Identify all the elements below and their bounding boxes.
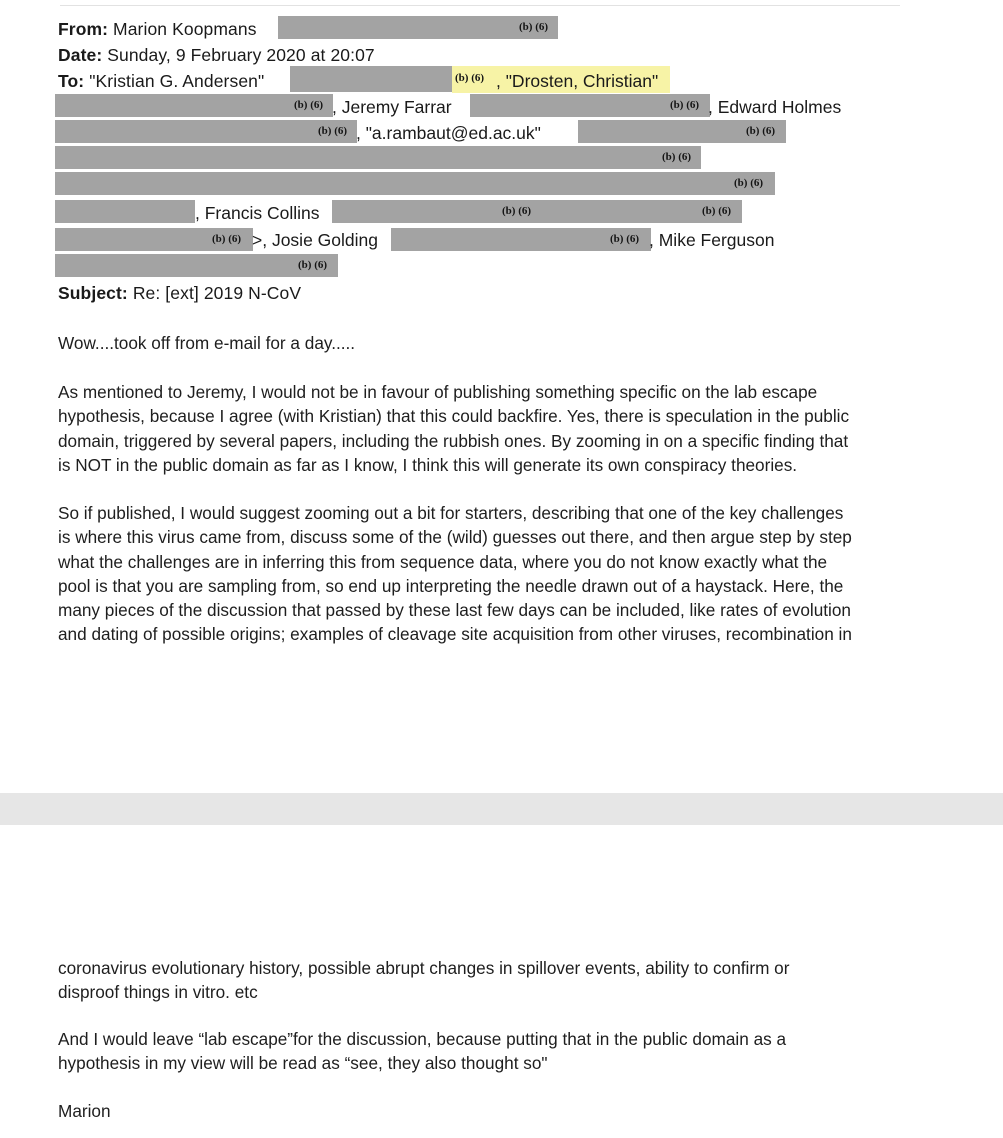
- recipient-rambaut: , "a.rambaut@ed.ac.uk": [356, 123, 541, 143]
- redaction-holmes-email: [55, 120, 357, 143]
- paragraph-line: So if published, I would suggest zooming out a bit for starters, describing that one of the key challenges: [58, 503, 844, 523]
- redaction-row: [55, 172, 775, 195]
- redaction-from: [278, 16, 558, 39]
- from-line: [58, 18, 257, 40]
- recipient-ferguson: , Mike Ferguson: [649, 230, 775, 250]
- paragraph-2-continued: [58, 956, 903, 1005]
- paragraph-line: and dating of possible origins; examples of cleavage site acquisition from other viruses, recombination in: [58, 624, 852, 645]
- recipient-holmes: , Edward Holmes: [708, 97, 842, 117]
- page-top-rule: [60, 5, 900, 6]
- date-line: [58, 44, 375, 66]
- redaction-tag: (b) (6): [662, 151, 692, 163]
- from-label: From:: [58, 19, 109, 39]
- subject-value: Re: [ext] 2019 N-CoV: [132, 283, 302, 303]
- redaction-tag: (b) (6): [455, 72, 485, 84]
- to-recipient-andersen: "Kristian G. Andersen": [89, 71, 265, 91]
- redaction-tag: (b) (6): [318, 125, 348, 137]
- subject-line: [58, 282, 301, 304]
- subject-label: Subject:: [58, 283, 128, 303]
- paragraph-line: domain, triggered by several papers, including the rubbish ones. By zooming in on a specific finding that: [58, 430, 849, 451]
- paragraph-line: hypothesis in my view will be read as “see, they also thought so": [58, 1053, 548, 1074]
- redaction-tag: (b) (6): [610, 233, 640, 245]
- to-line: [58, 70, 264, 92]
- redaction-tag: (b) (6): [519, 21, 549, 33]
- date-value: Sunday, 9 February 2020 at 20:07: [107, 45, 375, 65]
- greeting-text: Wow....took off from e-mail for a day.....: [58, 333, 356, 353]
- redaction-ferguson-email: [55, 254, 338, 277]
- redaction-tag: (b) (6): [702, 205, 732, 217]
- redaction-tag: (b) (6): [502, 205, 532, 217]
- paragraph-line: pool is that you are sampling from, so end up interpreting the needle drawn out of a haystack. Here, the: [58, 575, 844, 596]
- paragraph-3: [58, 1027, 903, 1076]
- recipient-drosten: , "Drosten, Christian": [496, 71, 659, 91]
- paragraph-line: disproof things in vitro. etc: [58, 982, 258, 1003]
- page-break-band: [0, 793, 1003, 825]
- redaction-tag: (b) (6): [746, 125, 776, 137]
- recipient-collins: , Francis Collins: [195, 203, 320, 223]
- greeting: [58, 331, 903, 355]
- redaction-collins: [332, 200, 742, 223]
- paragraph-line: And I would leave “lab escape”for the discussion, because putting that in the public domain as a: [58, 1029, 787, 1049]
- redaction-tag: (b) (6): [294, 99, 324, 111]
- signature-name: Marion: [58, 1101, 111, 1121]
- paragraph-line: coronavirus evolutionary history, possible abrupt changes in spillover events, ability to confirm or: [58, 958, 790, 978]
- recipient-farrar: , Jeremy Farrar: [332, 97, 452, 117]
- paragraph-line: is where this virus came from, discuss some of the (wild) guesses out there, and then argue step by step: [58, 527, 852, 548]
- redaction-drosten-email: [55, 94, 333, 117]
- redaction-tag: (b) (6): [212, 233, 242, 245]
- paragraph-line: is NOT in the public domain as far as I know, I think this will generate its own conspiracy theories.: [58, 454, 798, 475]
- paragraph-2: [58, 501, 903, 647]
- recipient-golding: >, Josie Golding: [252, 230, 378, 250]
- from-name: Marion Koopmans: [113, 19, 257, 39]
- paragraph-line: many pieces of the discussion that passed by these last few days can be included, like rates of evolution: [58, 600, 851, 621]
- paragraph-1: [58, 380, 903, 477]
- redaction-tag: (b) (6): [298, 259, 328, 271]
- paragraph-line: what the challenges are in inferring this from sequence data, where you do not know exactly what the: [58, 551, 828, 572]
- redaction-andersen: [290, 66, 452, 92]
- to-label: To:: [58, 71, 85, 91]
- redaction-tag: (b) (6): [734, 177, 764, 189]
- redaction-row: [55, 146, 701, 169]
- redaction-tag: (b) (6): [670, 99, 700, 111]
- paragraph-line: As mentioned to Jeremy, I would not be in favour of publishing something specific on the lab escape: [58, 382, 818, 402]
- signature: [58, 1099, 903, 1123]
- date-label: Date:: [58, 45, 103, 65]
- redaction-row-start: [55, 200, 195, 223]
- paragraph-line: hypothesis, because I agree (with Kristian) that this could backfire. Yes, there is speculation in the public: [58, 406, 850, 427]
